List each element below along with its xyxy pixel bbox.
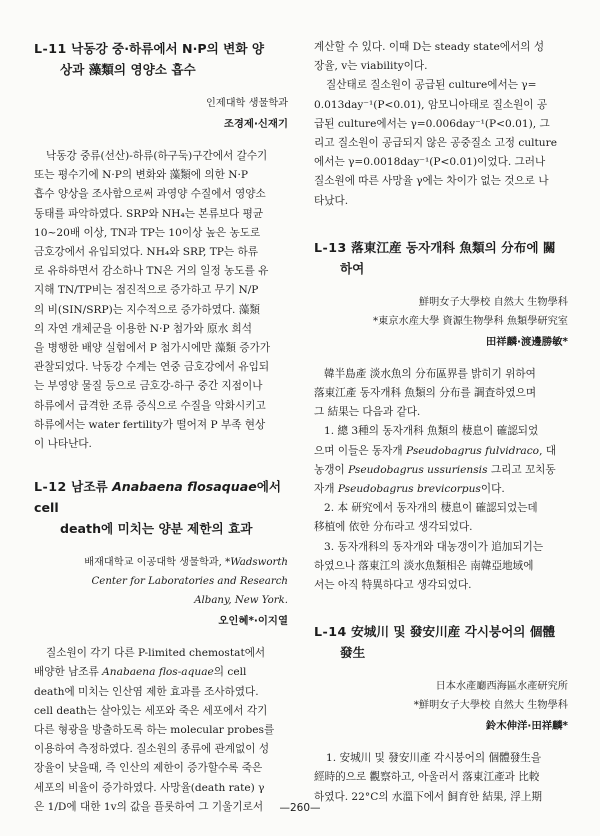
abstract-l12: [34, 476, 288, 817]
affiliation: 日本水產廳西海區水產研究所 *鮮明女子大學校 自然大 生物學科: [413, 681, 568, 712]
abstract-l11: [34, 38, 288, 454]
right-column: [314, 38, 568, 807]
abstract-title: L-11 낙동강 중·하류에서 N·P의 변화 양 상과 藻類의 영양소 흡수: [34, 41, 265, 77]
abstract-body: 韓半島產 淡水魚의 分布區界를 밝히기 위하여 落東江產 동자개科 魚類의 分布를 調査하였으며 그 結果는 다음과 같다. 1. 總 3種의 동자개科 魚類의 棲息이 確認되었 으며 이들은 동자개 Pseudobagrus fulvidraco, 대 농갱이 Pseudobagrus ussuriensis 그리고 꼬치동 자개 Pseudobagrus brevicorpus이다. 2. 本 研究에서 동자개의 棲息이 確認되었는데 移植에 依한 分布라고 생각되었다. 3. 동자개科의 동자개와 대농갱이가 追加되기는 하였으나 落東江의 淡水魚類相은 南韓亞地域에 서는 아직 特異하다고 생각되었다.: [314, 367, 557, 592]
abstract-title: L-12 남조류 Anabaena flosaquae에서 cell death에 미치는 양분 제한의 효과: [34, 479, 282, 537]
authors: 鈴木伸洋·田祥麟*: [485, 720, 568, 733]
left-column: [34, 38, 288, 817]
abstract-body: 낙동강 중류(선산)-하류(하구둑)구간에서 갈수기 또는 평수기에 N·P의 변화와 藻類에 의한 N·P 흡수 양상을 조사함으로써 과영양 수질에서 영양소 동태를 파악하였다. SRP와 NH₄는 본류보다 평균 10~20배 이상, TN과 TP는 10이상 높은 농도로 금호강에서 유입되었다. NH₄와 SRP, TP는 하류 로 유하하면서 감소하나 TN은 거의 일정 농도를 유 지해 TN/TP비는 점진적으로 증가하고 무기 N/P 의 비(SIN/SRP)는 지수적으로 증가하였다. 藻類 의 자연 개체군을 이용한 N·P 첨가와 原水 희석 을 병행한 배양 실험에서 P 첨가시에만 藻類 증가가 관찰되었다. 낙동강 수계는 연중 금호강에서 유입되 는 부영양 물질 등으로 금호강-하구 중간 지점이나 하류에서 급격한 조류 증식으로 수질을 악화시키고 하류에서는 water fertility가 떨어져 P 부족 현상 이 나타난다.: [34, 150, 271, 451]
authors: 오인혜*·이지열: [218, 615, 288, 628]
abstract-title: L-13 落東江産 동자개科 魚類의 分布에 關 하여: [314, 239, 556, 276]
abstract-title: L-14 安城川 및 發安川産 각시붕어의 個體 發生: [314, 624, 556, 661]
abstract-body: 1. 安城川 및 發安川產 각시붕어의 個體發生을 經時的으로 觀察하고, 아울러서 落東江產과 比較 하였다. 22°C의 水溫下에서 飼育한 結果, 浮上期: [314, 752, 543, 803]
abstract-body: 질소원이 각기 다른 P-limited chemostat에서 배양한 남조류 Anabaena flos-aquae의 cell death에 미치는 인산염 제한 효과를 조사하였다. cell death는 살아있는 세포와 죽은 세포에서 각기 다른 형광을 방출하도록 하는 molecular probes를 이용하여 측정하였다. 질소원의 종류에 관계없이 성 장율이 낮을때, 즉 인산의 제한이 증가할수록 죽은 세포의 비율이 증가하였다. 사망율(death rate) γ 은 1/D에 대한 1v의 값을 플롯하여 그 기울기로서: [34, 647, 275, 813]
authors: 田祥麟·渡邊勝敏*: [485, 335, 568, 348]
affiliation: 인제대학 생물학과: [206, 98, 288, 109]
page-number: —260—: [279, 802, 321, 814]
abstract-body-continued: 계산할 수 있다. 이때 D는 steady state에서의 성 장율, v는 viability이다. 질산태로 질소원이 공급된 culture에서는 γ= 0.013day⁻¹(P<0.01), 암모니아태로 질소원이 공 급된 culture에서는 γ=0.006day⁻¹(P<0.01), 그 리고 질소원이 공급되지 않은 공중질소 고정 culture 에서는 γ=0.0018day⁻¹(P<0.01)이었다. 그러나 질소원에 따른 사망율 γ에는 차이가 없는 것으로 나 타났다.: [314, 41, 557, 207]
affiliation: 배재대학교 이공대학 생물학과, *Wadsworth Center for Laboratories and Research Albany, New York.: [84, 557, 288, 607]
affiliation: 鮮明女子大學校 自然大 生物學科 *東京水産大學 資源生物學科 魚類學研究室: [373, 296, 568, 327]
abstract-l14: [314, 621, 568, 807]
abstract-l13: [314, 237, 568, 595]
authors: 조경제·신재기: [223, 118, 288, 130]
